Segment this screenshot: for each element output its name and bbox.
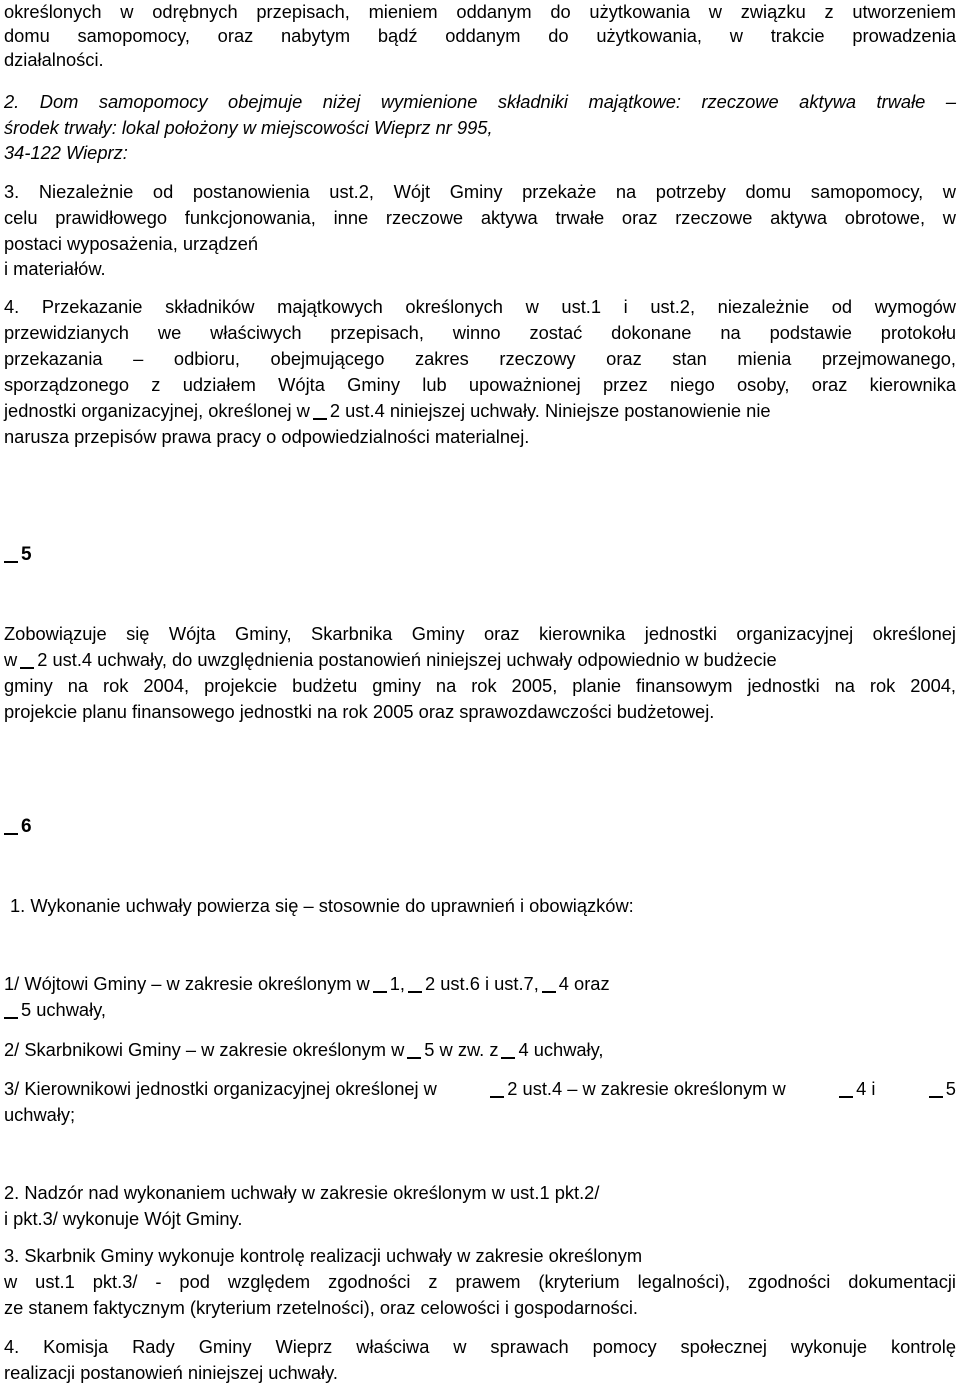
s5-line-2-text-b: 2 ust.4 uchwały, do uwzględnienia postanowień niniejszej uchwały odpowiednio w budżecie xyxy=(37,649,777,670)
s5-line-2-text-a: w xyxy=(4,649,18,670)
s6-c-text-1: 3/ Kierownikowi jednostki organizacyjnej określonej w xyxy=(4,1078,437,1099)
s6-c-text-3: 4 i xyxy=(856,1078,876,1099)
p4-line-4: sporządzonego z udziałem Wójta Gminy lub upoważnionej przez niego osoby, oraz kierownika xyxy=(4,374,956,395)
s6-c-group-1 xyxy=(487,1077,785,1101)
s6-item-3-line-2: w ust.1 pkt.3/ - pod względem zgodności z prawem (kryterium legalności), zgodności dokumentacji xyxy=(4,1271,956,1292)
section-mark xyxy=(839,1078,853,1098)
s5-line-4: projekcie planu finansowego jednostki na rok 2005 oraz sprawozdawczości budżetowej. xyxy=(4,701,715,722)
section-6-number: 6 xyxy=(21,816,32,837)
s6-b-text-3: 4 uchwały, xyxy=(518,1039,604,1060)
p4-line-5-text-a: jednostki organizacyjnej, określonej w xyxy=(4,400,310,421)
s6-a-text-1: 1/ Wójtowi Gminy – w zakresie określonym w xyxy=(4,973,370,994)
s6-a-text-4: 4 oraz xyxy=(558,973,610,994)
s6-item-3-line-1: 3. Skarbnik Gminy wykonuje kontrolę realizacji uchwały w zakresie określonym xyxy=(4,1245,643,1266)
s6-item-1: 1. Wykonanie uchwały powierza się – stosownie do uprawnień i obowiązków: xyxy=(10,895,634,916)
section-mark xyxy=(313,400,327,420)
p1-line-1: określonych w odrębnych przepisach, mieniem oddanym do użytkowania w związku z utworzeniem xyxy=(4,1,956,22)
s6-item-1-c-line-2: uchwały; xyxy=(4,1104,76,1125)
section-mark xyxy=(490,1078,504,1098)
s6-item-3-line-3: ze stanem faktycznym (kryterium rzetelności), oraz celowości i gospodarności. xyxy=(4,1297,638,1318)
s6-item-1-a-line-1 xyxy=(4,972,610,996)
s6-item-2-line-1: 2. Nadzór nad wykonaniem uchwały w zakresie określonym w ust.1 pkt.2/ xyxy=(4,1182,600,1203)
s6-c-group-3 xyxy=(926,1077,956,1101)
section-mark xyxy=(20,649,34,669)
section-mark xyxy=(4,999,18,1019)
s6-b-text-2: 5 w zw. z xyxy=(424,1039,499,1060)
p4-line-6: narusza przepisów prawa pracy o odpowiedzialności materialnej. xyxy=(4,426,530,447)
section-mark xyxy=(929,1078,943,1098)
p4-line-5-text-b: 2 ust.4 niniejszej uchwały. Niniejsze postanowienie nie xyxy=(329,400,771,421)
s6-item-1-c-line-1 xyxy=(4,1077,956,1101)
s6-c-text-2: 2 ust.4 – w zakresie określonym w xyxy=(507,1078,786,1099)
section-mark xyxy=(408,973,422,993)
p4-line-5 xyxy=(4,399,771,423)
s6-c-group-2 xyxy=(836,1077,875,1101)
section-mark xyxy=(4,815,18,835)
s6-a-text-2: 1, xyxy=(389,973,405,994)
s6-item-1-b-line-1 xyxy=(4,1038,603,1062)
section-5-number: 5 xyxy=(21,544,32,565)
section-mark xyxy=(4,543,18,563)
section-mark xyxy=(407,1039,421,1059)
section-6-heading xyxy=(4,815,32,839)
s6-a-text-3: 2 ust.6 i ust.7, xyxy=(424,973,539,994)
s6-item-2-line-2: i pkt.3/ wykonuje Wójt Gminy. xyxy=(4,1208,243,1229)
p2-line-1: 2. Dom samopomocy obejmuje niżej wymienione składniki majątkowe: rzeczowe aktywa trwałe – xyxy=(4,91,956,112)
s6-item-4-line-1: 4. Komisja Rady Gminy Wieprz właściwa w sprawach pomocy społecznej wykonuje kontrolę xyxy=(4,1336,956,1357)
s6-c-text-4: 5 xyxy=(945,1078,956,1099)
p4-line-3: przekazania – odbioru, obejmującego zakres rzeczowy oraz stan mienia przejmowanego, xyxy=(4,348,956,369)
p1-line-2: domu samopomocy, oraz nabytym bądź oddanym do użytkowania, w trakcie prowadzenia xyxy=(4,25,956,46)
s5-line-1: Zobowiązuje się Wójta Gminy, Skarbnika Gminy oraz kierownika jednostki organizacyjnej określonej xyxy=(4,623,956,644)
section-5-heading xyxy=(4,543,32,567)
p3-line-4: i materiałów. xyxy=(4,258,106,279)
p4-line-2: przewidzianych we właściwych przepisach, winno zostać dokonane na podstawie protokołu xyxy=(4,322,956,343)
s6-item-4-line-2: realizacji postanowień niniejszej uchwały. xyxy=(4,1362,338,1383)
section-mark xyxy=(501,1039,515,1059)
section-mark xyxy=(373,973,387,993)
s5-line-2 xyxy=(4,648,777,672)
p2-line-3: 34-122 Wieprz: xyxy=(4,142,128,163)
s6-a-text-5: 5 uchwały, xyxy=(21,999,107,1020)
p3-line-2: celu prawidłowego funkcjonowania, inne rzeczowe aktywa trwałe oraz rzeczowe aktywa obrotowe, w xyxy=(4,207,956,228)
section-mark xyxy=(542,973,556,993)
p1-line-3: działalności. xyxy=(4,49,104,70)
p3-line-1: 3. Niezależnie od postanowienia ust.2, Wójt Gminy przekaże na potrzeby domu samopomocy, w xyxy=(4,181,956,202)
p2-line-2: środek trwały: lokal położony w miejscowości Wieprz nr 995, xyxy=(4,117,493,138)
p4-line-1: 4. Przekazanie składników majątkowych określonych w ust.1 i ust.2, niezależnie od wymogów xyxy=(4,296,956,317)
s6-item-1-a-line-2 xyxy=(4,998,106,1022)
p3-line-3: postaci wyposażenia, urządzeń xyxy=(4,233,259,254)
s5-line-3: gminy na rok 2004, projekcie budżetu gminy na rok 2005, planie finansowym jednostki na rok 2004, xyxy=(4,675,956,696)
s6-b-text-1: 2/ Skarbnikowi Gminy – w zakresie określonym w xyxy=(4,1039,405,1060)
